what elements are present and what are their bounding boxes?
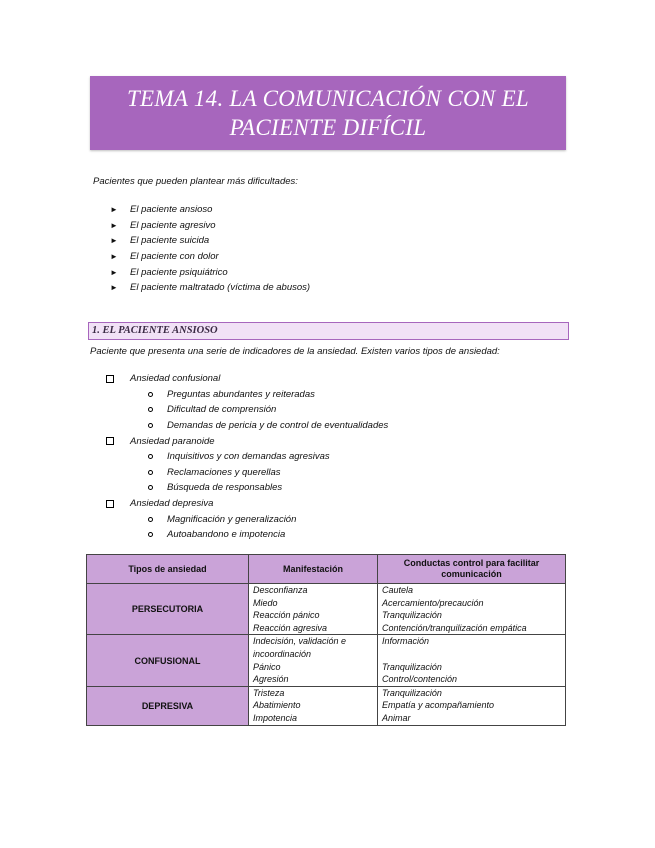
square-bullet-icon [106,500,114,508]
anxiety-subitem: Inquisitivos y con demandas agresivas [106,449,388,465]
manifestation-cell: Indecisión, validación e incoordinación Pánico Agresión [249,635,378,686]
arrow-bullet-icon: ► [110,252,118,262]
circle-bullet-icon [148,407,153,412]
anxiety-table [86,554,566,726]
list-item: ► El paciente con dolor [110,251,219,263]
table-row [87,686,566,725]
anxiety-types-list [106,371,388,543]
control-cell: Cautela Acercamiento/precaución Tranquilización Contención/tranquilización empática [378,584,566,635]
column-header: Manifestación [249,555,378,584]
circle-bullet-icon [148,392,153,397]
arrow-bullet-icon: ► [110,267,118,277]
circle-bullet-icon [148,532,153,537]
page-title: TEMA 14. LA COMUNICACIÓN CON EL PACIENTE DIFÍCIL [90,76,566,150]
circle-bullet-icon [148,454,153,459]
anxiety-subitem: Reclamaciones y querellas [106,465,388,481]
anxiety-subitem: Autoabandono e impotencia [106,527,388,543]
circle-bullet-icon [148,517,153,522]
anxiety-subitem: Demandas de pericia y de control de eventualidades [106,418,388,434]
circle-bullet-icon [148,423,153,428]
table-header-row [87,555,566,584]
column-header: Conductas control para facilitar comunicación [378,555,566,584]
anxiety-subitem: Preguntas abundantes y reiteradas [106,387,388,403]
arrow-bullet-icon: ► [110,220,118,230]
type-cell: CONFUSIONAL [87,635,249,686]
square-bullet-icon [106,375,114,383]
column-header: Tipos de ansiedad [87,555,249,584]
section-heading: 1. EL PACIENTE ANSIOSO [88,322,569,340]
arrow-bullet-icon: ► [110,205,118,215]
control-cell: Tranquilización Empatía y acompañamiento Animar [378,686,566,725]
manifestation-cell: Desconfianza Miedo Reacción pánico Reacción agresiva [249,584,378,635]
control-cell: Información Tranquilización Control/contención [378,635,566,686]
circle-bullet-icon [148,485,153,490]
arrow-bullet-icon: ► [110,283,118,293]
list-item: ► El paciente psiquiátrico [110,266,228,278]
anxiety-type: Ansiedad paranoide [106,433,388,449]
list-item: ► El paciente maltratado (víctima de abusos) [110,282,311,294]
anxiety-subitem: Magnificación y generalización [106,511,388,527]
anxiety-subitem: Búsqueda de responsables [106,480,388,496]
intro-text: Pacientes que pueden plantear más dificultades: [93,176,298,187]
anxiety-type: Ansiedad confusional [106,371,388,387]
section-description: Paciente que presenta una serie de indicadores de la ansiedad. Existen varios tipos de ansiedad: [90,346,500,357]
list-item: ► El paciente suicida [110,235,210,247]
list-item: ► El paciente ansioso [110,204,213,216]
square-bullet-icon [106,437,114,445]
manifestation-cell: Tristeza Abatimiento Impotencia [249,686,378,725]
circle-bullet-icon [148,470,153,475]
anxiety-subitem: Dificultad de comprensión [106,402,388,418]
type-cell: PERSECUTORIA [87,584,249,635]
list-item: ► El paciente agresivo [110,219,216,231]
patient-list [110,202,310,296]
arrow-bullet-icon: ► [110,236,118,246]
table-row [87,584,566,635]
table-row [87,635,566,686]
type-cell: DEPRESIVA [87,686,249,725]
anxiety-type: Ansiedad depresiva [106,496,388,512]
